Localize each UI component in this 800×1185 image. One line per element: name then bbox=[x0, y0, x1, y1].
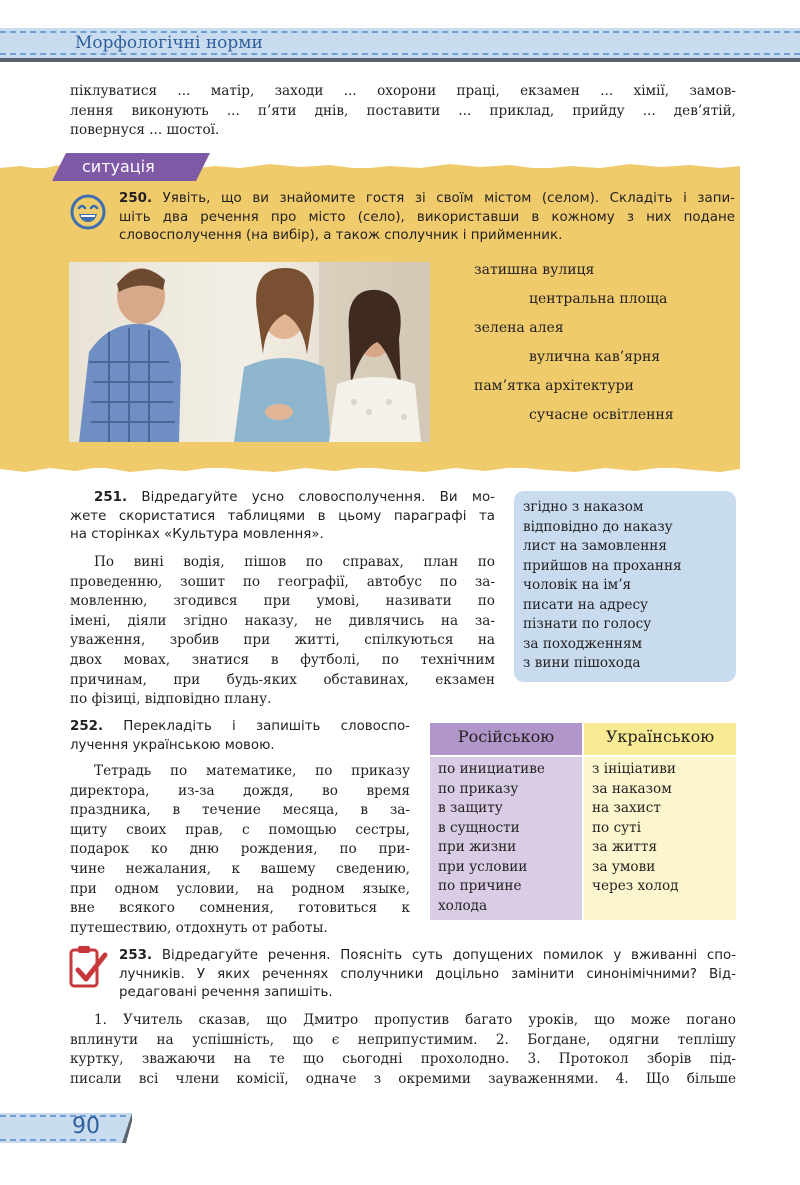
section-title: Морфологічні норми bbox=[75, 33, 263, 53]
box-item: лист на замовлення bbox=[523, 538, 667, 554]
text-line: словосполучення (на вибір), а також сполучник і прийменник. bbox=[119, 228, 563, 243]
text-line: двох мовах, знатися в футболі, по технічним bbox=[70, 651, 495, 668]
text-line: при одном условии, на родном языке, bbox=[70, 880, 410, 897]
box-item: за походженням bbox=[523, 635, 643, 652]
text-line: вне всякого сомнения, готовиться к bbox=[70, 900, 410, 917]
text-line: писали всі члени комісії, одначе з окремими зауваженнями. 4. Що більше bbox=[70, 1070, 736, 1087]
table-header-ukrainian bbox=[584, 723, 736, 755]
table-cell: в защиту bbox=[438, 800, 503, 816]
table-column-russian bbox=[430, 757, 582, 920]
text-line: Тетрадь по математике, по приказу bbox=[94, 763, 410, 779]
text-line: куртку, зважаючи на те що сьогодні прохолодно. 3. Протокол зборів під- bbox=[70, 1051, 736, 1068]
text-line: мовленню, згодився при умові, називати по bbox=[70, 593, 495, 610]
situation-tag-label: ситуація bbox=[82, 157, 155, 176]
translation-table bbox=[430, 723, 736, 920]
table-cell: при жизни bbox=[438, 839, 517, 855]
exercise-251-text bbox=[70, 553, 495, 710]
text-line: Перекладіть і запишіть словоспо- bbox=[123, 719, 410, 734]
table-cell: в сущности bbox=[438, 819, 520, 836]
table-header-label: Українською bbox=[605, 727, 715, 746]
phrase-item: затишна вулиця bbox=[474, 262, 595, 278]
phrase-item: сучасне освітлення bbox=[529, 407, 674, 423]
page-number: 90 bbox=[72, 1114, 100, 1139]
box-item: пізнати по голосу bbox=[523, 616, 652, 632]
text-line: По вині водія, пішов по справах, план по bbox=[94, 554, 495, 570]
box-item: відповідно до наказу bbox=[523, 518, 673, 535]
phrase-item: пам’ятка архітектури bbox=[474, 378, 634, 394]
table-column-ukrainian bbox=[584, 757, 736, 920]
text-line: чине нежалания, к вашему сведению, bbox=[70, 860, 410, 877]
table-cell: холода bbox=[438, 897, 488, 914]
footer-band bbox=[0, 1113, 132, 1143]
text-line: повернуся ... шостої. bbox=[70, 122, 220, 139]
exercise-250-task bbox=[119, 190, 735, 246]
text-line: на сторінках «Культура мовлення». bbox=[70, 527, 324, 542]
correct-forms-box bbox=[514, 491, 736, 682]
text-line: жете скористатися таблицями в цьому параграфі та bbox=[70, 508, 495, 524]
phrase-item: вулична кав’ярня bbox=[529, 349, 661, 365]
text-line: імені, діяли згідно наказу, не дивлячись на за- bbox=[70, 612, 495, 629]
table-cell: за наказом bbox=[592, 780, 672, 797]
table-cell: на захист bbox=[592, 800, 661, 816]
text-line: щиту своих прав, с помощью сестры, bbox=[70, 821, 410, 838]
text-line: лення виконують ... п’яти днів, поставити ... приклад, прийду ... дев’ятій, bbox=[70, 102, 736, 119]
header-shadow bbox=[0, 58, 800, 62]
table-cell: по причине bbox=[438, 878, 522, 894]
text-line: подарок ко дню рождения, по при- bbox=[70, 841, 410, 858]
table-cell: при условии bbox=[438, 858, 528, 875]
table-cell: за життя bbox=[592, 839, 658, 855]
text-line: праздника, в течение месяца, в за- bbox=[70, 802, 410, 819]
exercise-number: 251. bbox=[94, 490, 128, 505]
text-line: причинам, при будь-яких обставинах, екзамен bbox=[70, 671, 495, 688]
phrase-item: центральна площа bbox=[529, 291, 668, 307]
box-item: прийшов на прохання bbox=[523, 557, 682, 574]
text-line: Уявіть, що ви знайомите гостя зі своїм містом (селом). Складіть і запи- bbox=[162, 191, 735, 206]
text-line: Відредагуйте речення. Поясніть суть допущених помилок у вживанні спо- bbox=[161, 948, 736, 963]
header-dash-bottom bbox=[0, 53, 800, 55]
text-line: 1. Учитель сказав, що Дмитро пропустив багато уроків, що може погано bbox=[94, 1012, 736, 1028]
smiley-icon bbox=[70, 194, 106, 230]
text-line: вплинути на успішність, що є неприпустимим. 2. Богдане, одягни теплішу bbox=[70, 1031, 736, 1048]
torn-edge-bottom bbox=[0, 464, 740, 474]
exercise-251-task bbox=[70, 489, 495, 545]
text-line: редаговані речення запишіть. bbox=[119, 985, 333, 1000]
table-cell: за умови bbox=[592, 858, 656, 875]
checklist-icon bbox=[68, 944, 108, 990]
box-item: з вини пішохода bbox=[523, 655, 641, 671]
exercise-252-text bbox=[70, 762, 410, 938]
exercise-number: 250. bbox=[119, 191, 153, 206]
exercise-253-text bbox=[70, 1011, 736, 1089]
text-line: директора, из-за дождя, во время bbox=[70, 782, 410, 799]
text-line: по фізиці, відповідно плану. bbox=[70, 691, 272, 708]
box-item: згідно з наказом bbox=[523, 499, 644, 515]
text-line: шіть два речення про місто (село), використавши в кожному з них подане bbox=[119, 209, 735, 225]
text-line: Відредагуйте усно словосполучення. Ви мо- bbox=[141, 490, 495, 505]
text-line: лучників. У яких реченнях сполучники доцільно замінити синонімічними? Від- bbox=[119, 966, 736, 982]
table-cell: з ініціативи bbox=[592, 761, 676, 777]
intro-paragraph bbox=[70, 82, 736, 141]
box-item: чоловік на ім’я bbox=[523, 577, 632, 593]
text-line: путешествию, отдохнуть от работы. bbox=[70, 919, 328, 936]
table-cell: по суті bbox=[592, 819, 642, 836]
exercise-number: 253. bbox=[119, 948, 153, 963]
text-line: піклуватися ... матір, заходи ... охорони праці, екзамен ... хімії, замов- bbox=[70, 83, 736, 99]
text-line: лучення українською мовою. bbox=[70, 737, 275, 753]
table-cell: через холод bbox=[592, 878, 679, 894]
table-header-russian bbox=[430, 723, 582, 755]
table-cell: по приказу bbox=[438, 780, 519, 797]
table-cell: по инициативе bbox=[438, 761, 545, 777]
text-line: уваження, зробив при житті, спілкуються на bbox=[70, 632, 495, 649]
exercise-number: 252. bbox=[70, 719, 104, 734]
exercise-252-task bbox=[70, 718, 410, 755]
text-line: проведенню, зошит по географії, автобус по за- bbox=[70, 573, 495, 590]
exercise-253-task bbox=[119, 947, 736, 1003]
phrase-item: зелена алея bbox=[474, 320, 564, 336]
box-item: писати на адресу bbox=[523, 596, 649, 613]
table-header-label: Російською bbox=[457, 727, 555, 746]
photo-three-people bbox=[69, 262, 430, 442]
